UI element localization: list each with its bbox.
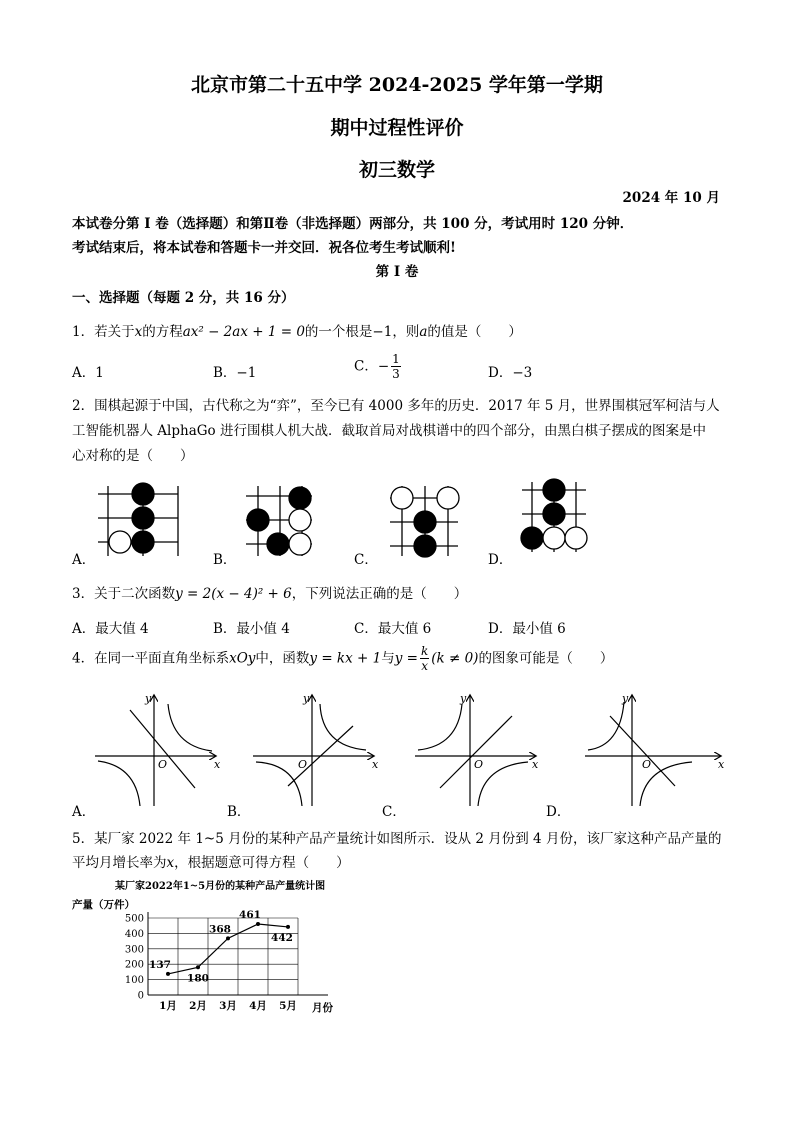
origin-label: O	[158, 758, 168, 771]
go-board-c	[390, 486, 459, 557]
data-label: 442	[271, 931, 293, 944]
data-point	[226, 936, 230, 940]
x-axis-label: x	[214, 758, 221, 771]
q3-option-d[interactable]: D．最小值 6	[488, 621, 566, 637]
q2-option-a[interactable]: A．	[72, 552, 96, 568]
white-stone	[391, 487, 413, 509]
q4-option-d[interactable]: D．	[546, 804, 571, 820]
x-axis-label: x	[718, 758, 725, 771]
y-tick-label: 100	[124, 975, 144, 987]
origin-label: O	[298, 758, 308, 771]
q1-option-d[interactable]: D．−3	[488, 365, 533, 381]
black-stone	[132, 483, 154, 505]
go-board-d	[521, 479, 587, 552]
black-stone	[543, 479, 565, 501]
question-2-line-1: 2．围棋起源于中国，古代称之为“弈”，至今已有 4000 多年的历史．2017 年 5 月，世界围棋冠军柯洁与人	[72, 398, 720, 414]
function-graphs	[90, 688, 730, 813]
section-1-title: 一、选择题（每题 2 分，共 16 分）	[72, 290, 295, 306]
white-stone	[543, 527, 565, 549]
black-stone	[543, 503, 565, 525]
data-label: 461	[239, 909, 261, 922]
q1-mid3: ，则	[392, 324, 420, 340]
q3-function: y = 2(x − 4)² + 6	[175, 586, 292, 602]
q2-option-b[interactable]: B．	[213, 552, 237, 568]
data-label: 180	[187, 972, 209, 985]
data-point	[286, 925, 290, 929]
white-stone	[109, 531, 131, 553]
origin-label: O	[642, 758, 652, 771]
question-2-line-2: 工智能机器人 AlphaGo 进行围棋人机大战．截取首局对战棋谱中的四个部分，由黑白棋子摆成的图案是中	[72, 423, 706, 439]
q1-equation: ax² − 2ax + 1 = 0	[182, 324, 305, 340]
black-stone	[247, 509, 269, 531]
data-label: 137	[149, 958, 171, 971]
y-axis-label: y	[145, 692, 152, 705]
data-label: 368	[209, 923, 231, 936]
chart-x-axis-label: 月份	[312, 1002, 333, 1014]
question-4-stem: 4．在同一平面直角坐标系xOy中，函数y = kx + 1与y = $\frac{k}{x}$ (k ≠ 0)的图象可能是（ ）	[72, 644, 614, 673]
exam-subject: 初三数学	[358, 159, 435, 181]
graph-b	[253, 692, 379, 806]
data-point	[166, 972, 170, 976]
q1-var-x: x	[134, 324, 143, 340]
black-stone	[132, 531, 154, 553]
y-tick-label: 400	[124, 928, 144, 940]
y-tick-label: 200	[124, 959, 144, 971]
go-board-figures	[72, 476, 612, 566]
x-tick-label: 1月	[159, 1000, 177, 1012]
q1-option-b[interactable]: B．−1	[213, 365, 257, 381]
q1-option-a[interactable]: A．1	[72, 365, 104, 381]
q1-prefix: 1．若关于	[72, 324, 135, 340]
q1-suffix: 的值是（ ）	[427, 324, 522, 340]
graph-a	[95, 692, 221, 806]
intro-line-1: 本试卷分第 I 卷（选择题）和第Ⅱ卷（非选择题）两部分，共 100 分，考试用时 120 分钟．	[72, 216, 634, 232]
y-tick-label: 300	[124, 944, 144, 956]
black-stone	[289, 487, 311, 509]
question-5-line-1: 5．某厂家 2022 年 1~5 月份的某种产品产量统计如图所示．设从 2 月份到 4 月份，该厂家这种产品产量的	[72, 831, 722, 847]
part-1-title: 第 I 卷	[375, 264, 419, 280]
x-tick-label: 5月	[279, 1000, 297, 1012]
q1-mid2: 的一个根是	[304, 324, 373, 340]
question-2-line-3: 心对称的是（ ）	[72, 448, 194, 464]
white-stone	[289, 509, 311, 531]
y-tick-label: 0	[137, 990, 144, 1002]
black-stone	[414, 535, 436, 557]
black-stone	[267, 533, 289, 555]
y-axis-label: y	[303, 692, 310, 705]
intro-line-2: 考试结束后，将本试卷和答题卡一并交回．祝各位考生考试顺利!	[72, 240, 456, 256]
q1-var-a: a	[419, 324, 428, 340]
question-5-line-2: 平均月增长率为x，根据题意可得方程（ ）	[72, 855, 350, 871]
q4-option-b[interactable]: B．	[227, 804, 251, 820]
q3-option-a[interactable]: A．最大值 4	[72, 621, 149, 637]
q2-option-d[interactable]: D．	[488, 552, 513, 568]
x-tick-label: 4月	[249, 1000, 267, 1012]
q1-mid: 的方程	[142, 324, 183, 340]
exam-subtitle: 期中过程性评价	[330, 117, 464, 139]
exam-school-title: 北京市第二十五中学 2024-2025 学年第一学期	[191, 74, 603, 96]
black-stone	[521, 527, 543, 549]
graph-c	[415, 692, 539, 806]
y-axis-label: y	[460, 692, 467, 705]
go-board-a	[98, 483, 178, 556]
exam-date: 2024 年 10 月	[622, 190, 720, 206]
go-board-b	[246, 486, 312, 556]
black-stone	[132, 507, 154, 529]
graph-d	[585, 692, 725, 806]
white-stone	[289, 533, 311, 555]
y-axis-label: y	[622, 692, 629, 705]
q3-option-c[interactable]: C．最大值 6	[354, 621, 432, 637]
x-tick-label: 2月	[189, 1000, 207, 1012]
origin-label: O	[474, 758, 484, 771]
chart-y-axis-label: 产量（万件）	[72, 899, 135, 911]
q2-option-c[interactable]: C．	[354, 552, 378, 568]
data-point	[196, 965, 200, 969]
production-line-chart	[70, 876, 370, 1026]
y-tick-label: 500	[124, 913, 144, 925]
question-3-stem: 3．关于二次函数y = 2(x − 4)² + 6，下列说法正确的是（ ）	[72, 586, 468, 602]
x-axis-label: x	[372, 758, 379, 771]
question-1-stem	[72, 322, 522, 342]
white-stone	[437, 487, 459, 509]
q1-option-c[interactable]: C．− $\frac{1}{3}$	[354, 352, 400, 381]
data-point	[256, 922, 260, 926]
q4-option-a[interactable]: A．	[72, 804, 96, 820]
q3-option-b[interactable]: B．最小值 4	[213, 621, 290, 637]
q4-option-c[interactable]: C．	[382, 804, 406, 820]
black-stone	[414, 511, 436, 533]
x-axis-label: x	[532, 758, 539, 771]
x-tick-label: 3月	[219, 1000, 237, 1012]
chart-title: 某厂家2022年1~5月份的某种产品产量统计图	[115, 881, 326, 892]
q1-root: −1	[372, 324, 393, 340]
white-stone	[565, 527, 587, 549]
